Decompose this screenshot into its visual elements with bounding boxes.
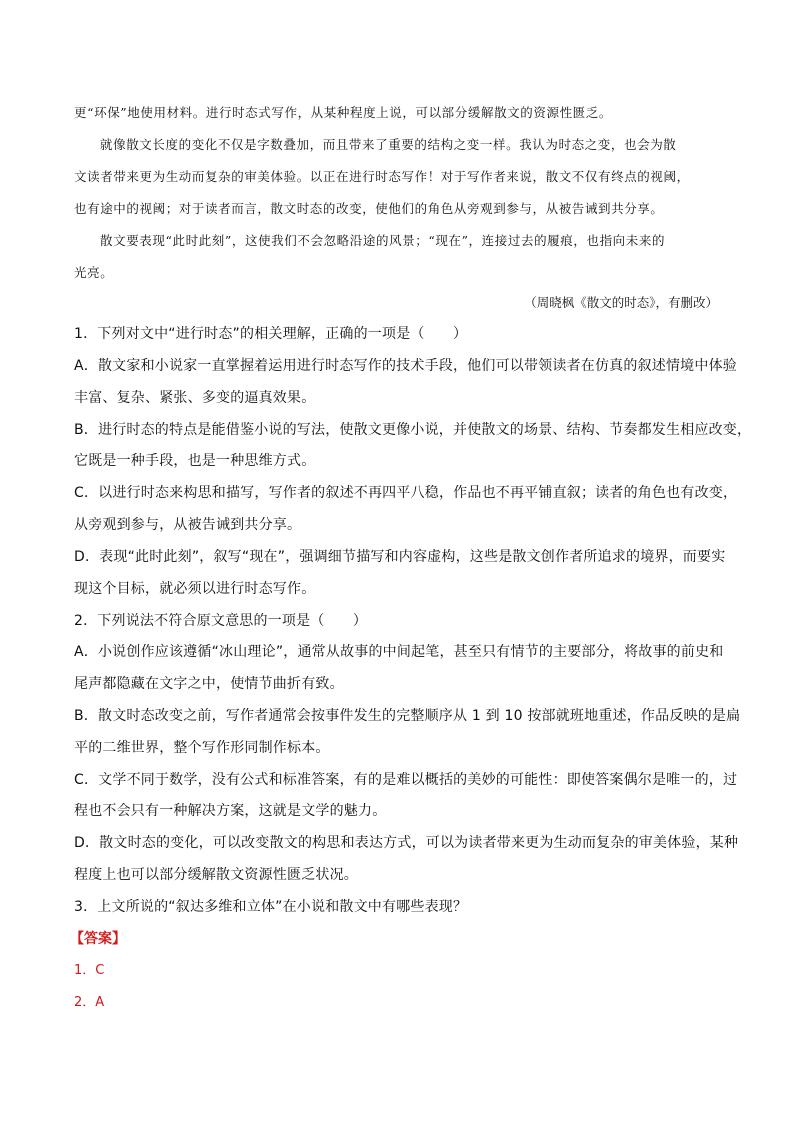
q1-option-a-line-1: A．散文家和小说家一直掌握着运用进行时态写作的技术手段，他们可以带领读者在仿真的叙述情境中体验: [74, 358, 737, 374]
q2-option-d-line-1: D．散文时态的变化，可以改变散文的构思和表达方式，可以为读者带来更为生动而复杂的审美体验，某种: [74, 835, 739, 851]
q1-option-c-line-2: 从旁观到参与，从被告诫到共分享。: [74, 517, 302, 533]
q1-option-d-line-2: 现这个目标，就必须以进行时态写作。: [74, 581, 316, 597]
passage-line-1: 更“环保”地使用材料。进行时态式写作，从某种程度上说，可以部分缓解散文的资源性匮乏。: [74, 105, 612, 120]
passage-line-5: 散文要表现“此时此刻”，这使我们不会忽略沿途的风景；“现在”，连接过去的履痕，也指向未来的: [100, 233, 666, 248]
q2-option-c-line-2: 程也不会只有一种解决方案，这就是文学的魅力。: [74, 803, 387, 819]
q2-option-a-line-2: 尾声都隐藏在文字之中，使情节曲折有致。: [74, 676, 344, 692]
passage-source: （周晓枫《散文的时态》，有删改）: [524, 295, 718, 310]
answer-2: 2．A: [74, 995, 105, 1010]
q2-option-a-line-1: A．小说创作应该遵循“冰山理论”，通常从故事的中间起笔，甚至只有情节的主要部分，将故事的前史和: [74, 644, 724, 660]
q2-option-c-line-1: C．文学不同于数学，没有公式和标准答案，有的是难以概括的美妙的可能性：即使答案偶尔是唯一的，过: [74, 772, 738, 788]
q1-option-d-line-1: D．表现“此时此刻”，叙写“现在”，强调细节描写和内容虚构，这些是散文创作者所追求的境界，而要实: [74, 549, 726, 565]
q2-option-b-line-2: 平的二维世界，整个写作形同制作标本。: [74, 740, 330, 756]
passage-line-2: 就像散文长度的变化不仅是字数叠加，而且带来了重要的结构之变一样。我认为时态之变，也会为散: [100, 137, 677, 152]
q2-option-d-line-2: 程度上也可以部分缓解散文资源性匮乏状况。: [74, 867, 358, 883]
question-1-stem: 1．下列对文中“进行时态”的相关理解，正确的一项是（ ）: [74, 326, 468, 342]
passage-line-6: 光亮。: [74, 265, 114, 280]
passage-line-4: 也有途中的视阈；对于读者而言，散文时态的改变，使他们的角色从旁观到参与，从被告诫到共分享。: [74, 201, 664, 216]
q1-option-b-line-1: B．进行时态的特点是能借鉴小说的写法，使散文更像小说，并使散文的场景、结构、节奏都发生相应改变，: [74, 422, 752, 438]
passage-line-3: 文读者带来更为生动而复杂的审美体验。以正在进行时态写作！对于写作者来说，散文不仅有终点的视阈，: [74, 169, 690, 184]
answer-heading: 【答案】: [70, 931, 126, 947]
q1-option-c-line-1: C．以进行时态来构思和描写，写作者的叙述不再四平八稳，作品也不再平铺直叙；读者的角色也有改变，: [74, 485, 738, 501]
q1-option-b-line-2: 它既是一种手段，也是一种思维方式。: [74, 453, 316, 469]
q1-option-a-line-2: 丰富、复杂、紧张、多变的逼真效果。: [74, 390, 316, 406]
answer-1: 1．C: [74, 963, 105, 978]
question-3-stem: 3．上文所说的“叙达多维和立体”在小说和散文中有哪些表现？: [74, 899, 468, 915]
question-2-stem: 2．下列说法不符合原文意思的一项是（ ）: [74, 613, 368, 629]
q2-option-b-line-1: B．散文时态改变之前，写作者通常会按事件发生的完整顺序从 1 到 10 按部就班地重述，作品反映的是扁: [74, 708, 741, 724]
